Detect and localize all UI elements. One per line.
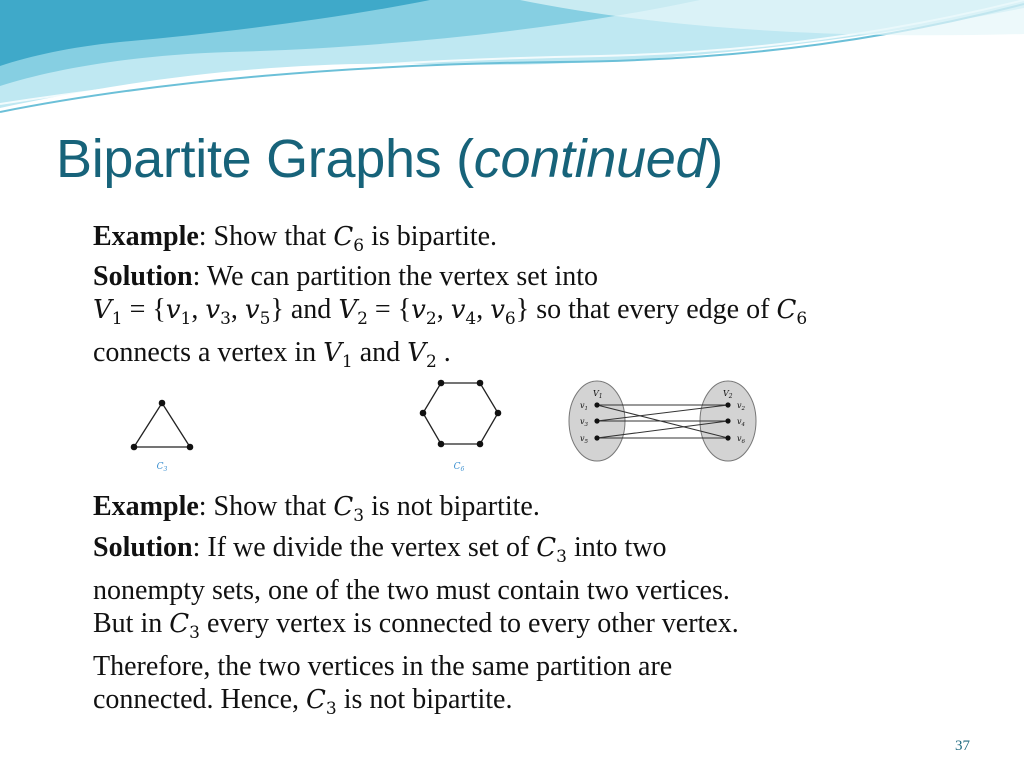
- bipartite-label-V2: $V_2$: [723, 389, 733, 400]
- page-number: 37: [955, 738, 970, 754]
- solution-1-line-3: connects a vertex in $V_1$ and $V_2$ .: [93, 337, 451, 372]
- solution-2-line-4: Therefore, the two vertices in the same partition are: [93, 651, 673, 682]
- bipartite-vertex-v1: [594, 402, 599, 407]
- c6-vertex: [420, 410, 427, 417]
- bipartite-vertex-v2: [725, 402, 730, 407]
- c6-graph: [423, 383, 498, 444]
- solution-2-line-2: nonempty sets, one of the two must contain two vertices.: [93, 575, 730, 606]
- solution-label: Solution: [93, 261, 193, 292]
- solution-1-line-2: $V_1 = \{v_1$, $v_3$, $v_5$} and $V_2 = \{v_2$, $v_4$, $v_6$} so that every edge of $C_6$: [93, 294, 808, 329]
- c6-vertex: [495, 410, 502, 417]
- c3-vertex: [131, 444, 138, 451]
- solution-2: [93, 531, 739, 726]
- bipartite-vertex-v4: [725, 418, 730, 423]
- solution-2-line-3: But in $C_3$ every vertex is connected to every other vertex.: [93, 608, 739, 643]
- c6-vertex: [477, 380, 484, 387]
- bipartite-label-v6: $v_6$: [737, 434, 746, 445]
- bipartite-label-V1: $V_1$: [593, 389, 603, 400]
- solution-2-line-1: Solution: If we divide the vertex set of $C_3$ into two: [93, 532, 667, 567]
- c3-graph: [134, 403, 190, 447]
- bipartite-label-v5: $v_5$: [580, 434, 589, 445]
- c6-vertex: [438, 380, 445, 387]
- bipartite-label-v4: $v_4$: [737, 417, 746, 428]
- c6-vertex: [477, 441, 484, 448]
- example-1: Example: Show that $C_6$ is bipartite.: [93, 221, 498, 256]
- bipartite-label-v3: $v_3$: [580, 417, 589, 428]
- c3-label: $C_3$: [156, 462, 168, 473]
- slide-title: Bipartite Graphs (continued): [56, 129, 723, 189]
- solution-1-line-1: Solution: We can partition the vertex set into: [93, 261, 599, 292]
- example-label: Example: [93, 491, 199, 522]
- bipartite-label-v2: $v_2$: [737, 401, 746, 412]
- c6-label: $C_6$: [453, 462, 465, 473]
- c3-vertex: [159, 400, 166, 407]
- bipartite-label-v1: $v_1$: [580, 401, 589, 412]
- c6-vertex: [438, 441, 445, 448]
- bipartite-vertex-v6: [725, 435, 730, 440]
- c3-vertex: [187, 444, 194, 451]
- example-label: Example: [93, 221, 199, 252]
- bipartite-vertex-v3: [594, 418, 599, 423]
- example-2: Example: Show that $C_3$ is not bipartite.: [93, 491, 540, 526]
- bipartite-vertex-v5: [594, 435, 599, 440]
- solution-2-line-5: connected. Hence, $C_3$ is not bipartite.: [93, 684, 513, 719]
- solution-label: Solution: [93, 532, 193, 563]
